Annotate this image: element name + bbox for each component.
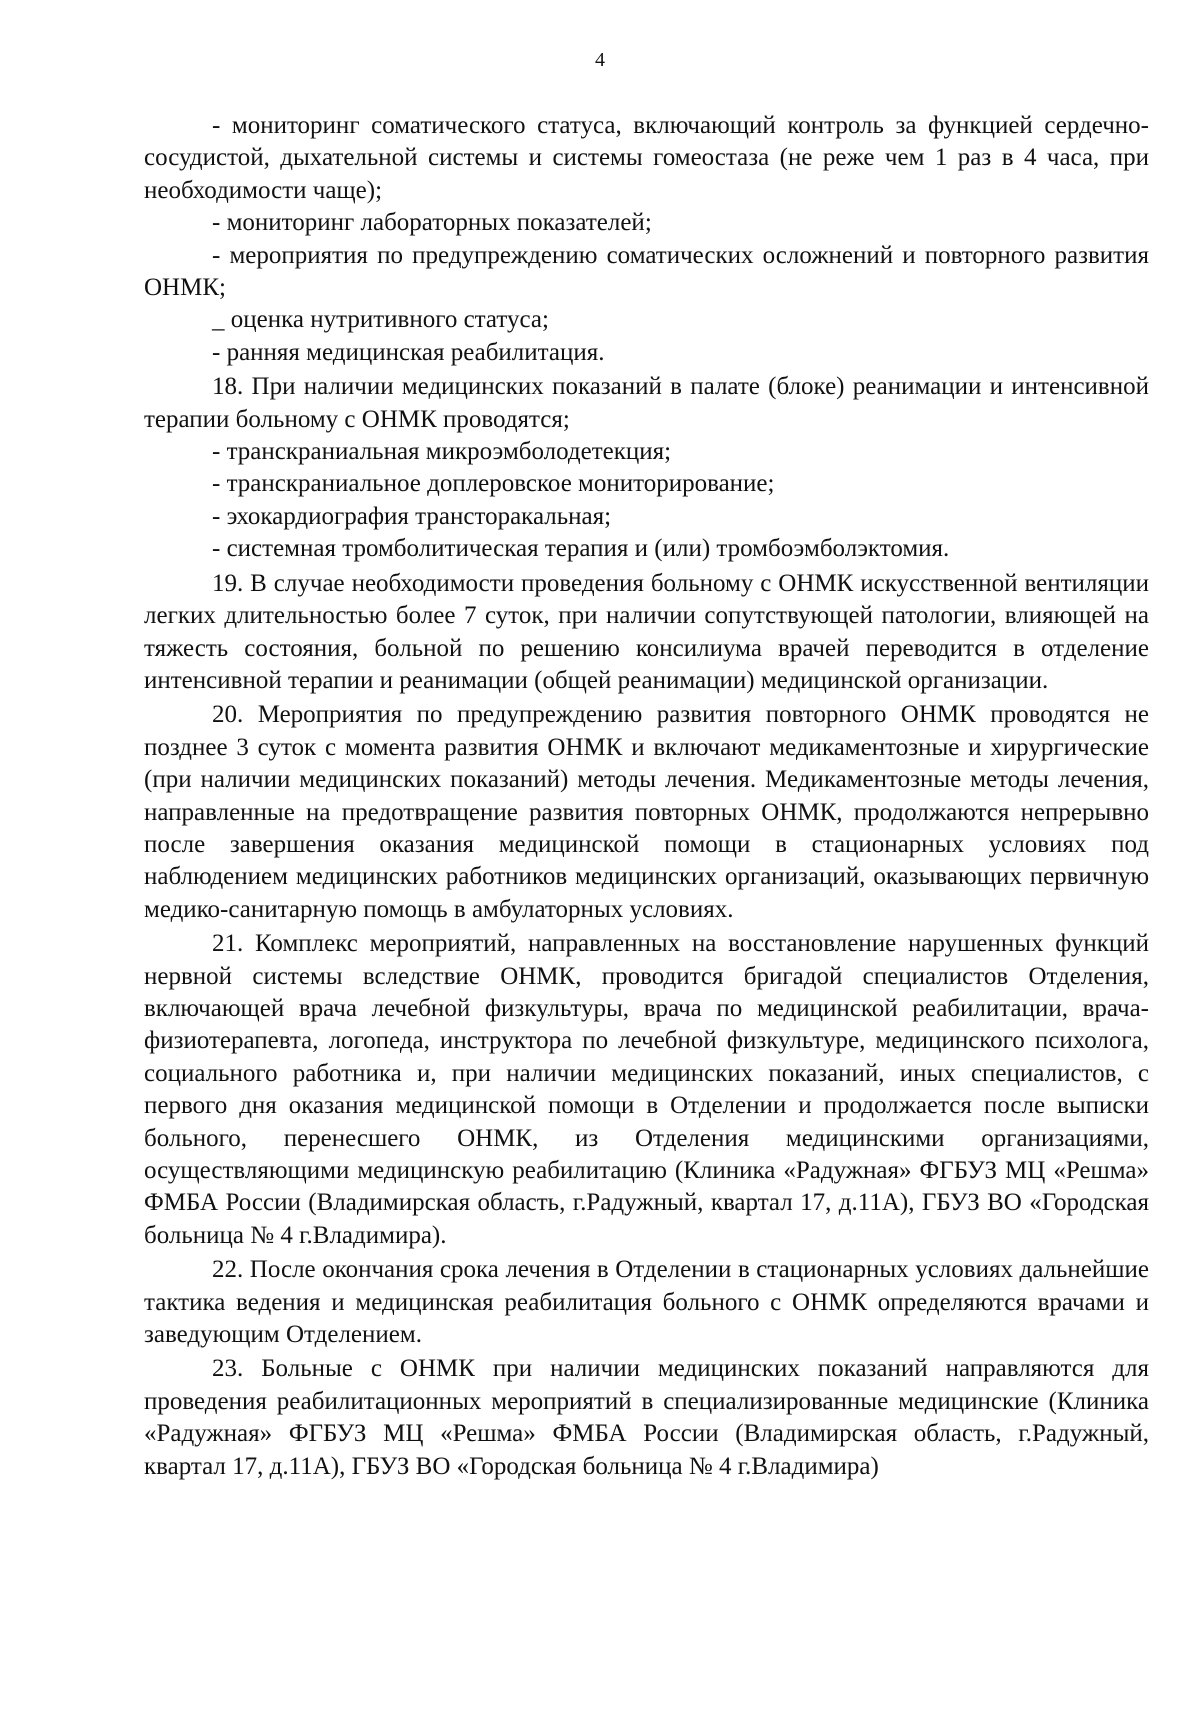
list-item-microembolodetection: - транскраниальная микроэмболодетекция; (212, 438, 672, 466)
paragraph-21: 21. Комплекс мероприятий, направленных на восстановление нарушенных функций нервной системы вследствие ОНМК, проводится бригадой специалистов Отделения, включающей врача лечебной физкультуры, врача по медицинской реабилитации, врача-физиотерапевта, логопеда, инструктора по лечебной физкультуре, медицинского психолога, социального работника и, при наличии медицинских показаний, иных специалистов, с первого дня оказания медицинской помощи в Отделении и продолжается после выписки больного, перенесшего ОНМК, из Отделения медицинскими организациями, осуществляющими медицинскую реабилитацию (Клиника «Радужная» ФГБУЗ МЦ «Решма» ФМБА России (Владимирская область, г.Радужный, квартал 17, д.11А), ГБУЗ ВО «Городская больница № 4 г.Владимира). (144, 930, 1149, 1249)
list-item-complication-prevention: - мероприятия по предупреждению соматических осложнений и повторного развития ОНМК; (144, 241, 1149, 302)
list-item-doppler-monitoring: - транскраниальное доплеровское мониторирование; (212, 470, 775, 498)
list-item-nutrition-assessment: _ оценка нутритивного статуса; (212, 306, 549, 334)
list-item-somatic-monitoring: - мониторинг соматического статуса, включающий контроль за функцией сердечно-сосудистой, дыхательной системы и системы гомеостаза (не реже чем 1 раз в 4 часа, при необходимости чаще); (144, 112, 1149, 204)
paragraph-20: 20. Мероприятия по предупреждению развития повторного ОНМК проводятся не позднее 3 суток с момента развития ОНМК и включают медикаментозные и хирургические (при наличии медицинских показаний) методы лечения. Медикаментозные методы лечения, направленные на предотвращение развития повторных ОНМК, продолжаются непрерывно после завершения оказания медицинской помощи в стационарных условиях под наблюдением медицинских работников медицинских организаций, оказывающих первичную медико-санитарную помощь в амбулаторных условиях. (144, 701, 1149, 923)
list-item-echocardiography: - эхокардиография трансторакальная; (212, 502, 612, 530)
page-number: 4 (595, 49, 605, 71)
paragraph-18: 18. При наличии медицинских показаний в палате (блоке) реанимации и интенсивной терапии больному с ОНМК проводятся; (144, 373, 1149, 433)
list-item-early-rehabilitation: - ранняя медицинская реабилитация. (212, 338, 605, 366)
list-item-thrombolytic-therapy: - системная тромболитическая терапия и (или) тромбоэмболэктомия. (212, 535, 950, 563)
document-body (144, 110, 1149, 1483)
paragraph-19: 19. В случае необходимости проведения больному с ОНМК искусственной вентиляции легких длительностью более 7 суток, при наличии сопутствующей патологии, влияющей на тяжесть состояния, больной по решению консилиума врачей переводится в отделение интенсивной терапии и реанимации (общей реанимации) медицинской организации. (144, 569, 1149, 694)
paragraph-22: 22. После окончания срока лечения в Отделении в стационарных условиях дальнейшие тактика ведения и медицинская реабилитация больного с ОНМК определяются врачами и заведующим Отделением. (144, 1256, 1149, 1349)
paragraph-23: 23. Больные с ОНМК при наличии медицинских показаний направляются для проведения реабилитационных мероприятий в специализированные медицинские (Клиника «Радужная» ФГБУЗ МЦ «Решма» ФМБА России (Владимирская область, г.Радужный, квартал 17, д.11А), ГБУЗ ВО «Городская больница № 4 г.Владимира) (144, 1355, 1149, 1480)
list-item-lab-monitoring: - мониторинг лабораторных показателей; (212, 209, 652, 237)
